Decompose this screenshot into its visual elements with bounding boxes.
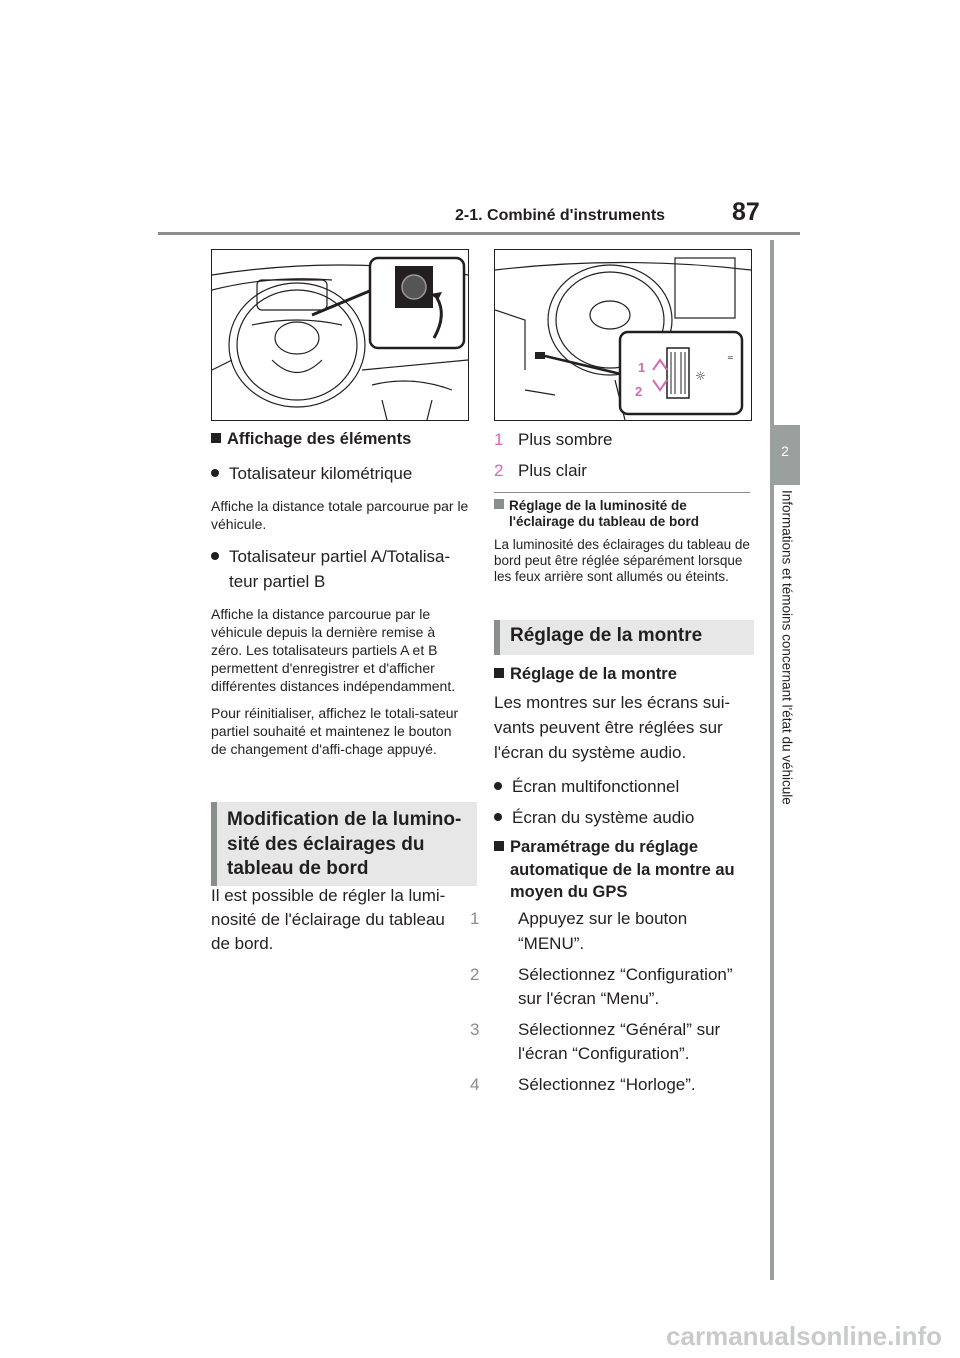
- text-trip-reset: Pour réinitialiser, affichez le totali-sateur partiel souhaité et maintenez le bouton de changement d'affi-chage appuyé.: [211, 704, 459, 757]
- svg-text:=: =: [727, 353, 734, 362]
- side-tab-label: Informations et témoins concernant l'état du véhicule: [779, 490, 795, 805]
- dot-bullet-icon: [494, 813, 502, 821]
- bullet-multi-display: Écran multifonctionnel: [494, 775, 750, 800]
- text-brightness-intro: Il est possible de régler la lumi-nosité de l'éclairage du tableau de bord.: [211, 886, 446, 953]
- text-odometer-desc: Affiche la distance totale parcourue par le véhicule.: [211, 497, 469, 533]
- section-header: 2-1. Combiné d'instruments: [455, 207, 666, 224]
- heading-gps-clock: Paramétrage du réglage automatique de la montre au moyen du GPS: [494, 836, 750, 903]
- dot-bullet-icon: [494, 782, 502, 790]
- header-divider: [158, 232, 800, 235]
- right-column: [494, 428, 752, 483]
- step-2: 2 Sélectionnez “Configuration” sur l'écran “Menu”.: [470, 964, 733, 1009]
- square-bullet-icon: [494, 499, 504, 509]
- step-4: 4 Sélectionnez “Horloge”.: [470, 1075, 696, 1095]
- square-bullet-icon: [494, 668, 504, 678]
- section-title-clock: Réglage de la montre: [494, 620, 754, 655]
- dashboard-illustration: [212, 250, 468, 420]
- text-clock-desc: Les montres sur les écrans sui-vants peuvent être réglées sur l'écran du système audio.: [494, 693, 731, 762]
- bullet-trip-meter: Totalisateur partiel A/Totalisa- teur partiel B: [211, 545, 469, 594]
- page-number: 87: [732, 198, 760, 226]
- fig-label-2: 2: [635, 384, 643, 399]
- figure-display-button: [211, 249, 469, 421]
- watermark: carmanualsonline.info: [666, 1321, 942, 1351]
- step-1: 1 Appuyez sur le bouton “MENU”.: [470, 909, 688, 953]
- dot-bullet-icon: [211, 552, 219, 560]
- svg-text:☼: ☼: [695, 369, 706, 383]
- figure-brightness-dial: [494, 249, 752, 421]
- subsection-divider: [494, 492, 750, 493]
- step-darker: 1 Plus sombre: [494, 430, 613, 449]
- heading-display-items: Affichage des éléments: [211, 428, 469, 450]
- fig-label-1: 1: [638, 360, 646, 375]
- dot-bullet-icon: [211, 469, 219, 477]
- square-bullet-icon: [211, 433, 221, 443]
- text-trip-desc: Affiche la distance parcourue par le véhicule depuis la dernière remise à zéro. Les totalisateurs partiels A et B permettent d'enregistrer et d'afficher différentes distances indépendamment.: [211, 605, 456, 695]
- left-column: [211, 428, 469, 758]
- bullet-audio-screen: Écran du système audio: [494, 806, 750, 831]
- heading-clock-adjust: Réglage de la montre: [494, 663, 750, 685]
- bullet-odometer: Totalisateur kilométrique: [211, 462, 469, 487]
- step-brighter: 2 Plus clair: [494, 460, 587, 480]
- side-tab-number: 2: [781, 443, 789, 459]
- heading-brightness-adjust: Réglage de la luminosité de l'éclairage du tableau de bord: [494, 498, 750, 530]
- square-bullet-icon: [494, 841, 504, 851]
- section-title-brightness: Modification de la lumino-sité des éclairages du tableau de bord: [211, 802, 477, 886]
- brightness-illustration: [495, 250, 751, 420]
- step-3: 3 Sélectionnez “Général” sur l'écran “Configuration”.: [470, 1019, 721, 1064]
- right-column-lower: [470, 663, 750, 1098]
- text-brightness-desc: La luminosité des éclairages du tableau de bord peut être réglée séparément lorsque les feux arrière sont allumés ou éteints.: [494, 537, 750, 585]
